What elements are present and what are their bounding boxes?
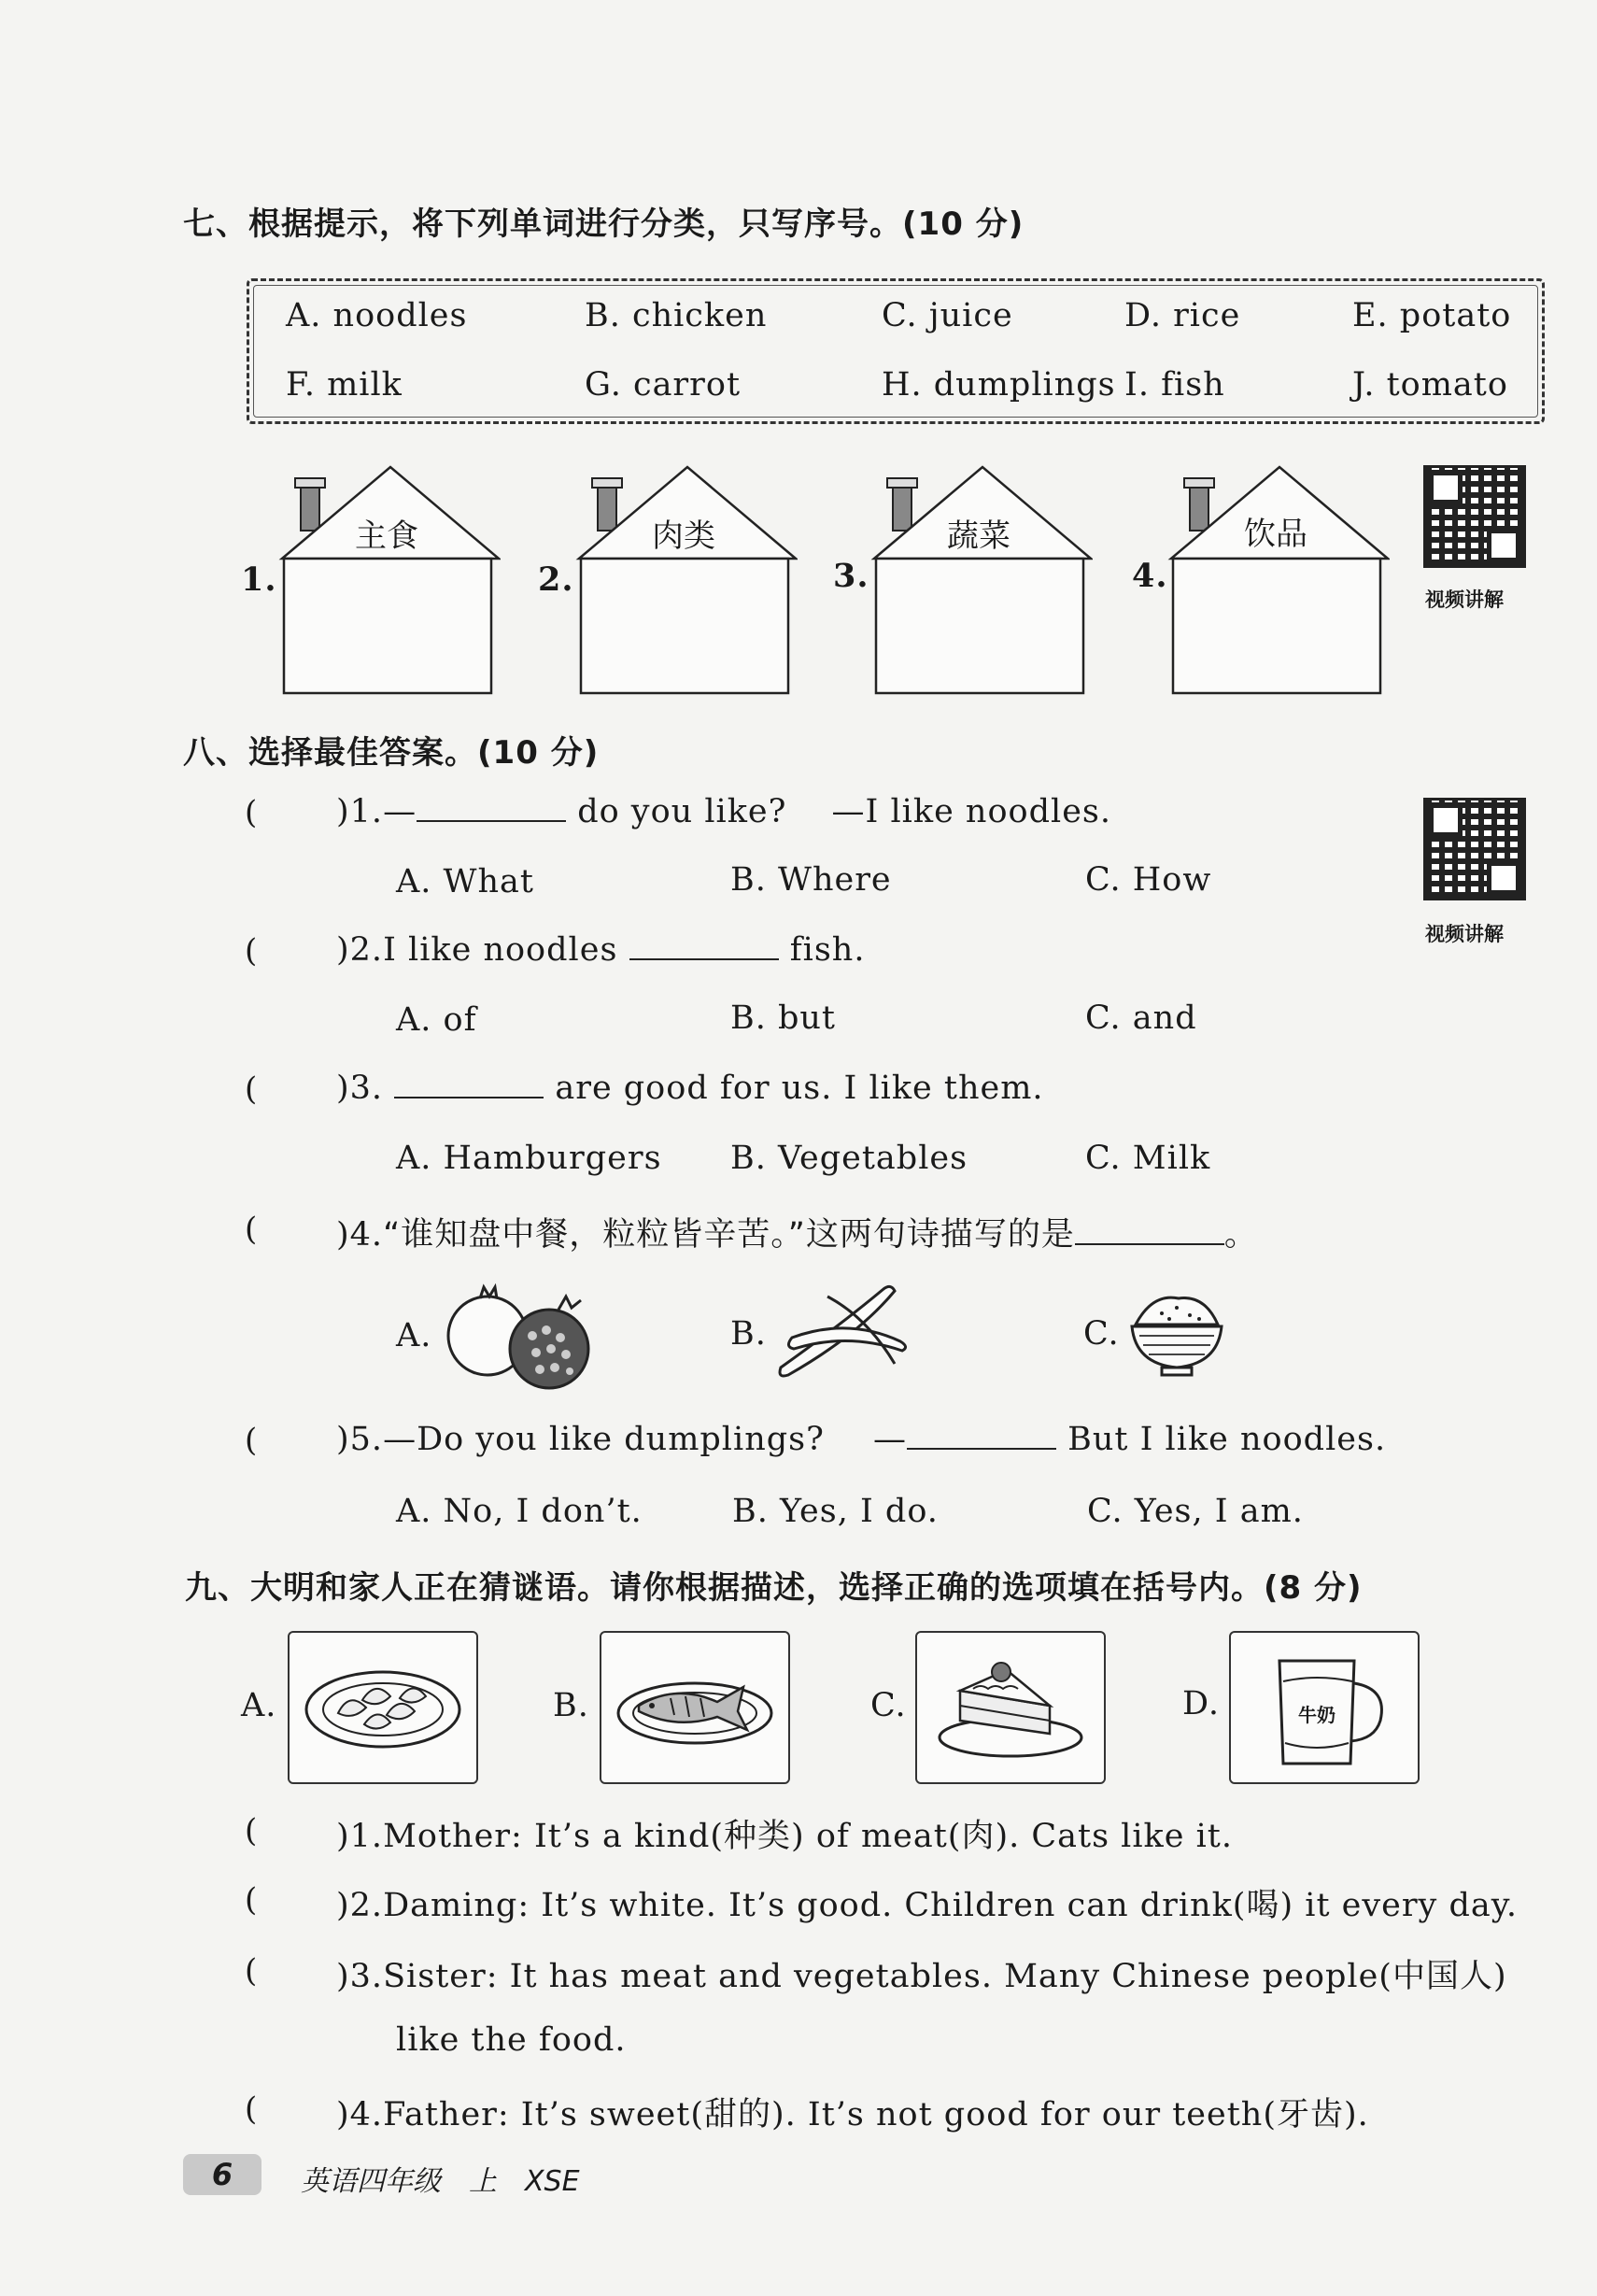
question-8-3-num: )3. <box>336 1070 384 1107</box>
question-9-1 <box>336 1810 1233 1857</box>
milk-label: 牛奶 <box>1298 1704 1336 1726</box>
word-h: H. dumplings <box>882 366 1116 404</box>
word-g: G. carrot <box>585 366 742 404</box>
question-8-5-pre: —Do you like dumplings? <box>383 1421 825 1458</box>
question-9-2-text: Daming: It’s white. It’s good. Children can drink(喝) it every day. <box>383 1887 1518 1924</box>
answer-paren-8-3[interactable]: ( <box>245 1070 258 1108</box>
blank-8-5[interactable] <box>907 1420 1056 1450</box>
answer-paren-9-4[interactable]: ( <box>245 2090 258 2128</box>
house-1-label: 主食 <box>355 517 418 555</box>
option-8-2-a: A. of <box>396 1001 477 1039</box>
answer-paren-8-1[interactable]: ( <box>245 794 258 831</box>
qr-label-2: 视频讲解 <box>1425 923 1504 945</box>
house-3 <box>869 461 1093 701</box>
house-1 <box>276 461 501 701</box>
option-8-3-c: C. Milk <box>1085 1140 1211 1177</box>
option-8-3-a: A. Hamburgers <box>396 1140 662 1177</box>
question-8-3-post: are good for us. I like them. <box>555 1070 1044 1107</box>
word-a: A. noodles <box>286 297 468 334</box>
picture-option-a-label: A. <box>241 1687 277 1724</box>
question-8-3 <box>336 1069 1044 1107</box>
question-9-3 <box>336 1950 1507 1997</box>
question-9-3-text: Sister: It has meat and vegetables. Many Chinese people(中国人) <box>383 1958 1507 1995</box>
house-2-number: 2. <box>538 560 574 599</box>
word-b: B. chicken <box>585 297 768 334</box>
rice-bowl-icon <box>1124 1287 1227 1381</box>
option-8-5-c: C. Yes, I am. <box>1087 1493 1304 1530</box>
word-j: J. tomato <box>1352 366 1508 404</box>
cake-icon <box>917 1633 1104 1782</box>
picture-option-d-label: D. <box>1182 1685 1220 1722</box>
answer-paren-9-3[interactable]: ( <box>245 1952 258 1990</box>
question-8-4-text: “谁知盘中餐，粒粒皆辛苦。”这两句诗描写的是 <box>383 1216 1075 1254</box>
question-9-4-text: Father: It’s sweet(甜的). It’s not good for our teeth(牙齿). <box>383 2096 1369 2133</box>
section9-title: 九、大明和家人正在猜谜语。请你根据描述，选择正确的选项填在括号内。(8 分) <box>185 1569 1363 1607</box>
question-8-2-post: fish. <box>789 931 866 969</box>
qr-label-1: 视频讲解 <box>1425 588 1504 611</box>
picture-option-d <box>1229 1631 1420 1784</box>
question-9-1-num: )1. <box>336 1818 384 1855</box>
question-9-4 <box>336 2089 1369 2135</box>
house-4-number: 4. <box>1132 557 1168 595</box>
qr-code-2[interactable] <box>1423 798 1526 900</box>
question-8-4-num: )4. <box>336 1216 384 1254</box>
option-8-4-c: C. <box>1083 1315 1120 1353</box>
option-8-1-a: A. What <box>396 863 534 900</box>
question-8-5-post: But I like noodles. <box>1067 1421 1387 1458</box>
picture-option-b <box>600 1631 790 1784</box>
question-8-2 <box>336 930 865 969</box>
question-8-1 <box>336 792 1111 830</box>
answer-paren-8-4[interactable]: ( <box>245 1211 258 1248</box>
picture-option-a <box>288 1631 478 1784</box>
blank-8-3[interactable] <box>394 1069 544 1098</box>
question-8-5-num: )5. <box>336 1421 384 1458</box>
house-4 <box>1166 461 1390 701</box>
fish-plate-icon <box>601 1633 788 1782</box>
question-9-1-text: Mother: It’s a kind(种类) of meat(肉). Cats like it. <box>383 1818 1233 1855</box>
option-8-2-c: C. and <box>1085 999 1197 1037</box>
qr-code-1[interactable] <box>1423 465 1526 568</box>
house-2 <box>573 461 798 701</box>
house-3-number: 3. <box>833 557 869 595</box>
blank-8-1[interactable] <box>417 792 566 822</box>
answer-paren-8-2[interactable]: ( <box>245 932 258 970</box>
question-8-1-post: do you like? <box>577 793 787 830</box>
picture-option-c <box>915 1631 1106 1784</box>
picture-option-b-label: B. <box>553 1687 589 1724</box>
picture-option-c-label: C. <box>870 1687 907 1724</box>
blank-8-4[interactable] <box>1075 1215 1224 1245</box>
question-8-1-pre: — <box>383 793 417 830</box>
question-9-4-num: )4. <box>336 2096 384 2133</box>
answer-paren-9-2[interactable]: ( <box>245 1881 258 1919</box>
question-8-1-reply: —I like noodles. <box>831 793 1112 830</box>
question-9-3-continued: like the food. <box>396 2021 627 2059</box>
option-8-4-a: A. <box>396 1317 432 1354</box>
question-8-1-num: )1. <box>336 793 384 830</box>
pomegranate-icon <box>439 1278 598 1396</box>
answer-paren-9-1[interactable]: ( <box>245 1812 258 1850</box>
blank-8-2[interactable] <box>629 930 779 960</box>
house-3-label: 蔬菜 <box>947 517 1010 555</box>
option-8-1-c: C. How <box>1085 861 1212 899</box>
answer-paren-8-5[interactable]: ( <box>245 1422 258 1459</box>
question-9-2-num: )2. <box>336 1887 384 1924</box>
word-c: C. juice <box>882 297 1013 334</box>
section7-title: 七、根据提示，将下列单词进行分类，只写序号。(10 分) <box>183 206 1025 243</box>
question-8-5 <box>336 1420 1386 1458</box>
question-9-3-num: )3. <box>336 1958 384 1995</box>
section8-title: 八、选择最佳答案。(10 分) <box>183 734 600 772</box>
dumplings-plate-icon <box>290 1633 476 1782</box>
question-8-5-mid: — <box>873 1421 908 1458</box>
beans-icon <box>773 1280 913 1382</box>
option-8-5-b: B. Yes, I do. <box>732 1493 939 1530</box>
word-i: I. fish <box>1124 366 1225 404</box>
question-8-4-end: 。 <box>1223 1216 1258 1254</box>
question-9-2 <box>336 1879 1518 1926</box>
option-8-4-b: B. <box>730 1315 767 1353</box>
house-1-number: 1. <box>241 560 277 599</box>
page-number: 6 <box>183 2154 261 2195</box>
word-e: E. potato <box>1352 297 1512 334</box>
word-f: F. milk <box>286 366 403 404</box>
option-8-3-b: B. Vegetables <box>730 1140 968 1177</box>
footer-text: 英语四年级 上 XSE <box>301 2165 580 2198</box>
question-8-2-pre: I like noodles <box>383 931 618 969</box>
option-8-1-b: B. Where <box>730 861 892 899</box>
word-d: D. rice <box>1124 297 1241 334</box>
question-8-2-num: )2. <box>336 931 384 969</box>
house-4-label: 饮品 <box>1244 516 1307 553</box>
question-8-4 <box>336 1209 1258 1255</box>
option-8-2-b: B. but <box>730 999 836 1037</box>
option-8-5-a: A. No, I don’t. <box>396 1493 643 1530</box>
house-2-label: 肉类 <box>652 517 715 555</box>
